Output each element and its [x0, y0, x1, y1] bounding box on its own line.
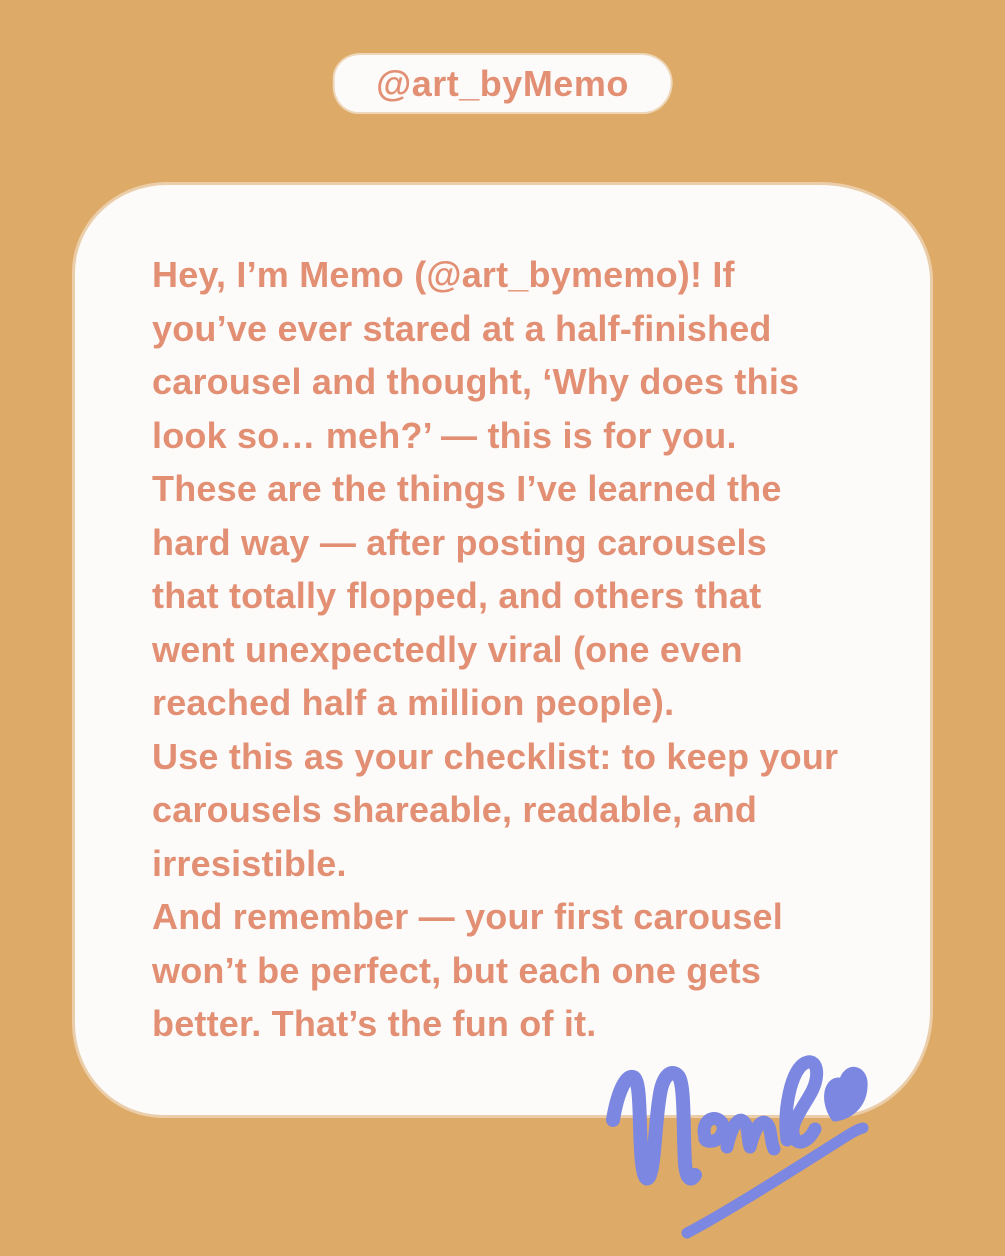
intro-text-line: carousel and thought, ‘Why does this — [152, 361, 800, 402]
intro-text-line: reached half a million people). — [152, 682, 675, 723]
intro-text-line: These are the things I’ve learned the — [152, 468, 782, 509]
intro-text-line: that totally flopped, and others that — [152, 575, 762, 616]
intro-text-line: look so… meh?’ — this is for you. — [152, 414, 737, 456]
signature-drawing — [595, 1025, 905, 1250]
intro-text-line: Hey, I’m Memo (@art_bymemo)! If — [152, 254, 735, 295]
signature-letter-o — [786, 1062, 817, 1142]
handle-badge — [334, 55, 671, 112]
heart-icon — [829, 1071, 864, 1117]
intro-text-block — [152, 248, 838, 1051]
intro-text-line: better. That’s the fun of it. — [152, 1003, 597, 1044]
signature-letter-e — [704, 1119, 723, 1142]
intro-text-line: And remember — your first carousel — [152, 896, 783, 937]
intro-text-line: Use this as your checklist: to keep your — [152, 735, 839, 777]
handle-text: @art_byMemo — [376, 62, 629, 104]
signature-letter-m-cap — [613, 1073, 695, 1179]
intro-text-line: hard way — after posting carousels — [152, 521, 767, 563]
signature-memo — [595, 1025, 905, 1250]
intro-text-line: irresistible. — [152, 842, 347, 884]
intro-text-line: won’t be perfect, but each one gets — [152, 949, 762, 991]
intro-text-line: you’ve ever stared at a half-finished — [152, 307, 772, 349]
intro-text-line: carousels shareable, readable, and — [152, 789, 758, 830]
intro-card — [75, 185, 930, 1115]
signature-letter-m — [727, 1120, 774, 1149]
intro-text-line: went unexpectedly viral (one even — [152, 628, 743, 670]
